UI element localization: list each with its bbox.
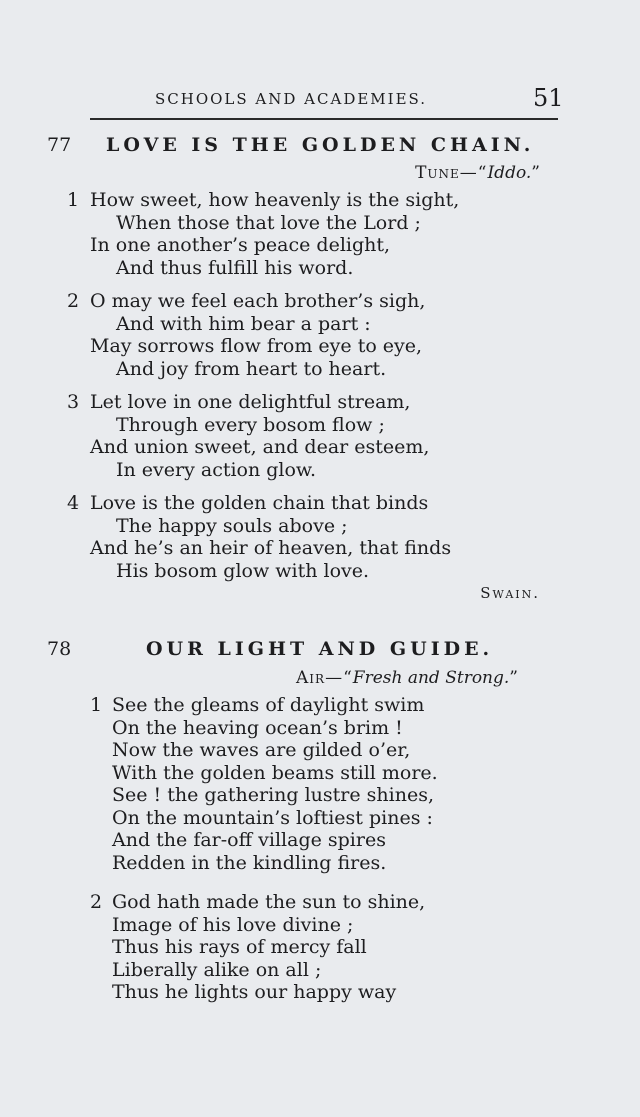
tune-close: ” [531,163,540,183]
running-head: SCHOOLS AND ACADEMIES. [155,90,428,108]
verse-line: In every action glow. [116,458,316,481]
tune-name: Iddo. [487,163,532,183]
tune-label: Tune—“ [415,163,488,183]
verse-number: 1 [67,189,80,211]
verse-line: On the mountain’s loftiest pines : [112,806,433,829]
verse-line: And the far-off village spires [112,829,386,851]
verse-line: And joy from heart to heart. [116,357,387,380]
verse-line: Now the waves are gilded o’er, [112,739,411,761]
verse-line: See ! the gathering lustre shines, [112,784,434,806]
verse-line: And he’s an heir of heaven, that finds [90,537,452,559]
verse [90,391,429,481]
verse-line: And union sweet, and dear esteem, [90,436,430,458]
tune-label: Air—“ [296,668,353,688]
verse-line: See the gleams of daylight swim [112,694,425,716]
verse [112,891,425,1004]
verse [90,189,459,279]
verse-number: 1 [90,694,103,716]
verse-line: God hath made the sun to shine, [112,891,426,913]
verse-line: And thus fulfill his word. [116,256,354,279]
verse-number: 4 [67,492,80,514]
verse-line: Thus he lights our happy way [112,981,397,1003]
hymn-number: 78 [47,638,72,660]
verse-line: And with him bear a part : [116,312,371,335]
verse-line: When those that love the Lord ; [116,211,421,234]
verse-line: In one another’s peace delight, [90,234,391,256]
author-attribution: Swain. [480,584,540,602]
tune-line [415,163,540,183]
verse-line: May sorrows flow from eye to eye, [90,335,423,357]
verse-line: The happy souls above ; [116,514,348,537]
verse-line: On the heaving ocean’s brim ! [112,716,403,739]
verse-line: Let love in one delightful stream, [90,391,411,413]
verse-line: Redden in the kindling fires. [112,851,387,874]
verse-line: Liberally alike on all ; [112,958,322,981]
hymn-number: 77 [47,134,72,156]
tune-line [296,668,518,688]
verse-line: How sweet, how heavenly is the sight, [90,189,460,211]
tune-close: ” [509,668,518,688]
verse-line: Thus his rays of mercy fall [112,936,367,958]
verse-number: 2 [67,290,80,312]
verse-number: 3 [67,391,80,413]
verse [90,290,425,380]
hymn-title: LOVE IS THE GOLDEN CHAIN. [106,134,535,156]
verse-line: O may we feel each brother’s sigh, [90,290,426,312]
verse [112,694,438,874]
verse-line: Through every bosom flow ; [116,413,385,436]
header-rule [90,118,558,120]
verse-line: His bosom glow with love. [116,559,370,582]
page-number: 51 [533,84,564,112]
hymn-title: OUR LIGHT AND GUIDE. [146,638,494,660]
verse-line: Image of his love divine ; [112,913,354,936]
verse-line: Love is the golden chain that binds [90,492,429,514]
tune-name: Fresh and Strong. [352,668,510,688]
verse [90,492,451,582]
verse-line: With the golden beams still more. [112,761,438,784]
verse-number: 2 [90,891,103,913]
